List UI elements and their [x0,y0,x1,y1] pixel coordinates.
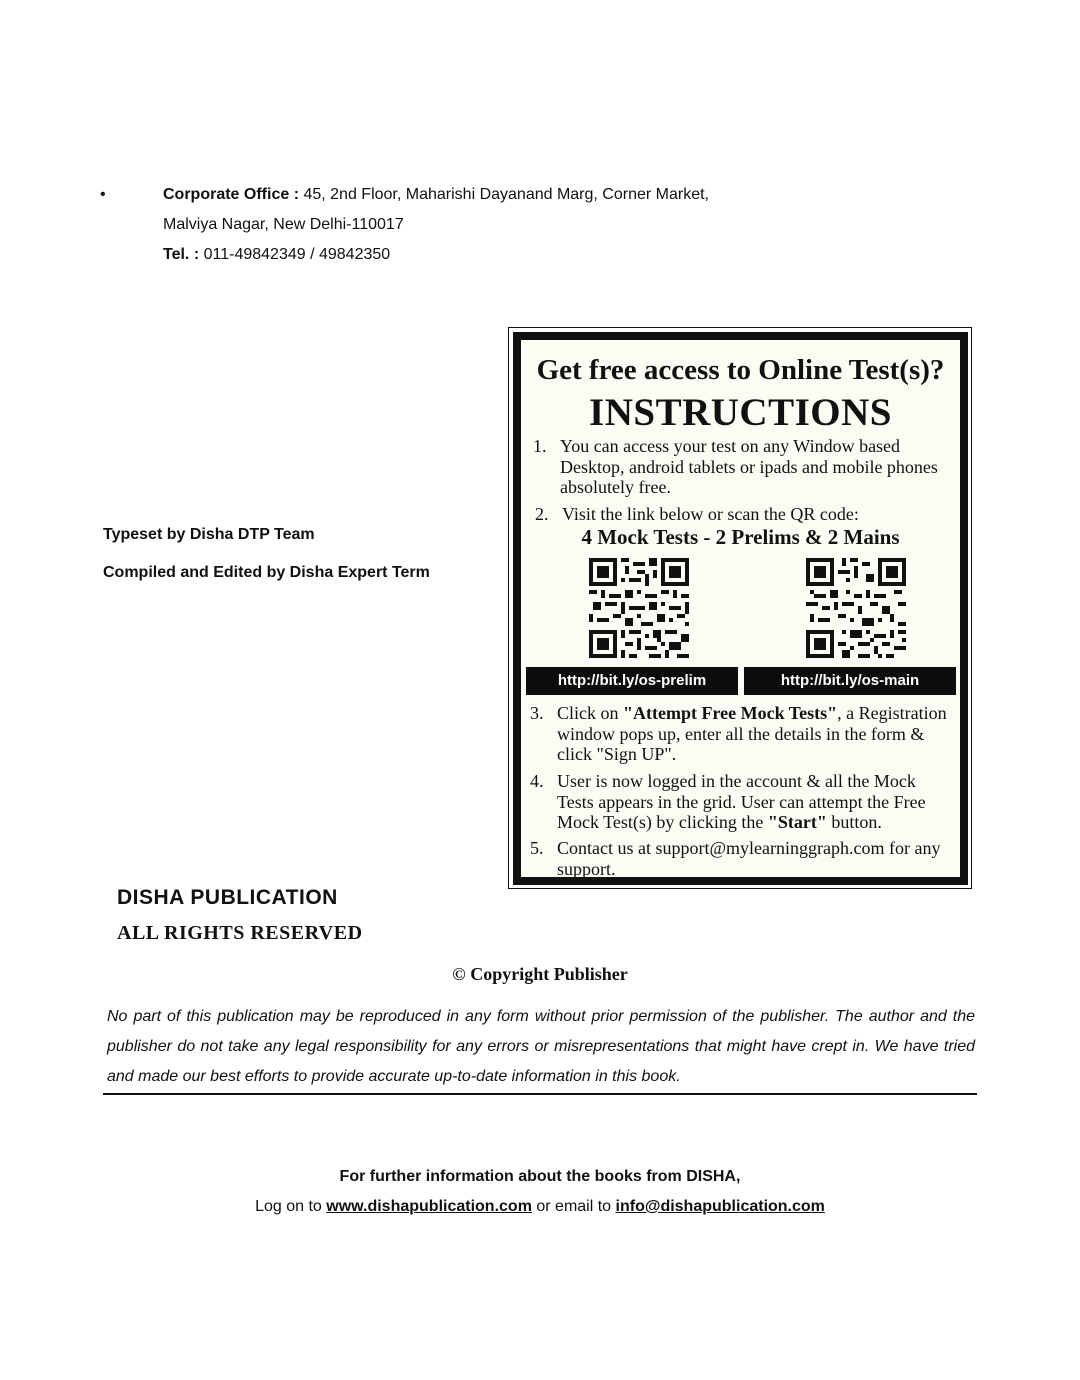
corporate-office-block [100,180,800,270]
step-2-text: Visit the link below or scan the QR code: [562,504,859,524]
website-link[interactable]: www.dishapublication.com [326,1198,532,1215]
step-4 [530,771,955,833]
attempt-free-mock-tests-label: "Attempt Free Mock Tests" [623,703,838,723]
divider [103,1093,977,1095]
step-5-number: 5. [530,838,544,858]
link-main-bar[interactable]: http://bit.ly/os-main [744,667,956,695]
typeset-credit: Typeset by Disha DTP Team [103,526,315,543]
logon-mid: or email to [531,1198,616,1215]
step-3 [530,703,955,765]
step-2 [535,504,955,525]
office-address-2: Malviya Nagar, New Delhi-110017 [163,216,404,233]
step-4-text-pre: User is now logged in the account & all the Mock Tests appears in the grid. User can attempt the Free Mock Test(s) by clicking the [557,771,926,832]
step-4-text-post: button. [826,812,882,832]
bullet: • [100,186,106,203]
step-2-number: 2. [535,504,549,524]
step-3-text [557,703,955,765]
step-5 [530,838,955,879]
publisher-name: DISHA PUBLICATION [117,886,338,909]
disclaimer-text: No part of this publication may be reproduced in any form without prior permission of the publisher. The author and the publisher do not take any legal responsibility for any errors or misrepresentations that might have crept in. We have tried and made our best efforts to provide accurate up-to-date information in this book. [107,1008,975,1085]
office-address-1: 45, 2nd Floor, Maharishi Dayanand Marg, Corner Market, [303,186,709,203]
office-tel-line [163,240,800,270]
qr-code-prelim-icon[interactable] [589,558,689,658]
tel-value: 011-49842349 / 49842350 [203,246,391,263]
start-label: "Start" [767,812,827,832]
step-4-number: 4. [530,771,544,791]
office-line-1 [163,180,800,210]
all-rights-reserved: ALL RIGHTS RESERVED [117,922,363,944]
step-4-text [557,771,955,833]
step-5-text: Contact us at support@mylearninggraph.com for any support. [557,838,941,879]
step-1 [533,436,953,498]
compiled-credit: Compiled and Edited by Disha Expert Term [103,564,430,581]
step-3-number: 3. [530,703,544,723]
link-prelim-bar[interactable]: http://bit.ly/os-prelim [526,667,738,695]
instructions-title: Get free access to Online Test(s)? [536,354,945,386]
step-1-number: 1. [533,436,547,456]
office-label: Corporate Office : [163,186,300,203]
instructions-heading: INSTRUCTIONS [589,391,892,434]
further-info-text: For further information about the books from DISHA, [339,1168,741,1185]
mock-tests-heading: 4 Mock Tests - 2 Prelims & 2 Mains [581,525,900,549]
step-3-text-pre: Click on [557,703,623,723]
qr-code-main-icon[interactable] [806,558,906,658]
step-1-text: You can access your test on any Window based Desktop, android tablets or ipads and mobile phones absolutely free. [560,436,938,497]
copyright-notice: © Copyright Publisher [452,964,628,984]
logon-pre: Log on to [255,1198,327,1215]
email-link[interactable]: info@dishapublication.com [615,1198,825,1215]
step-3-text-post: , a Registration window pops up, enter all the details in the form & click "Sign UP". [557,703,947,764]
instructions-box [513,332,968,885]
logon-line [0,1198,1080,1216]
tel-label: Tel. : [163,246,200,263]
